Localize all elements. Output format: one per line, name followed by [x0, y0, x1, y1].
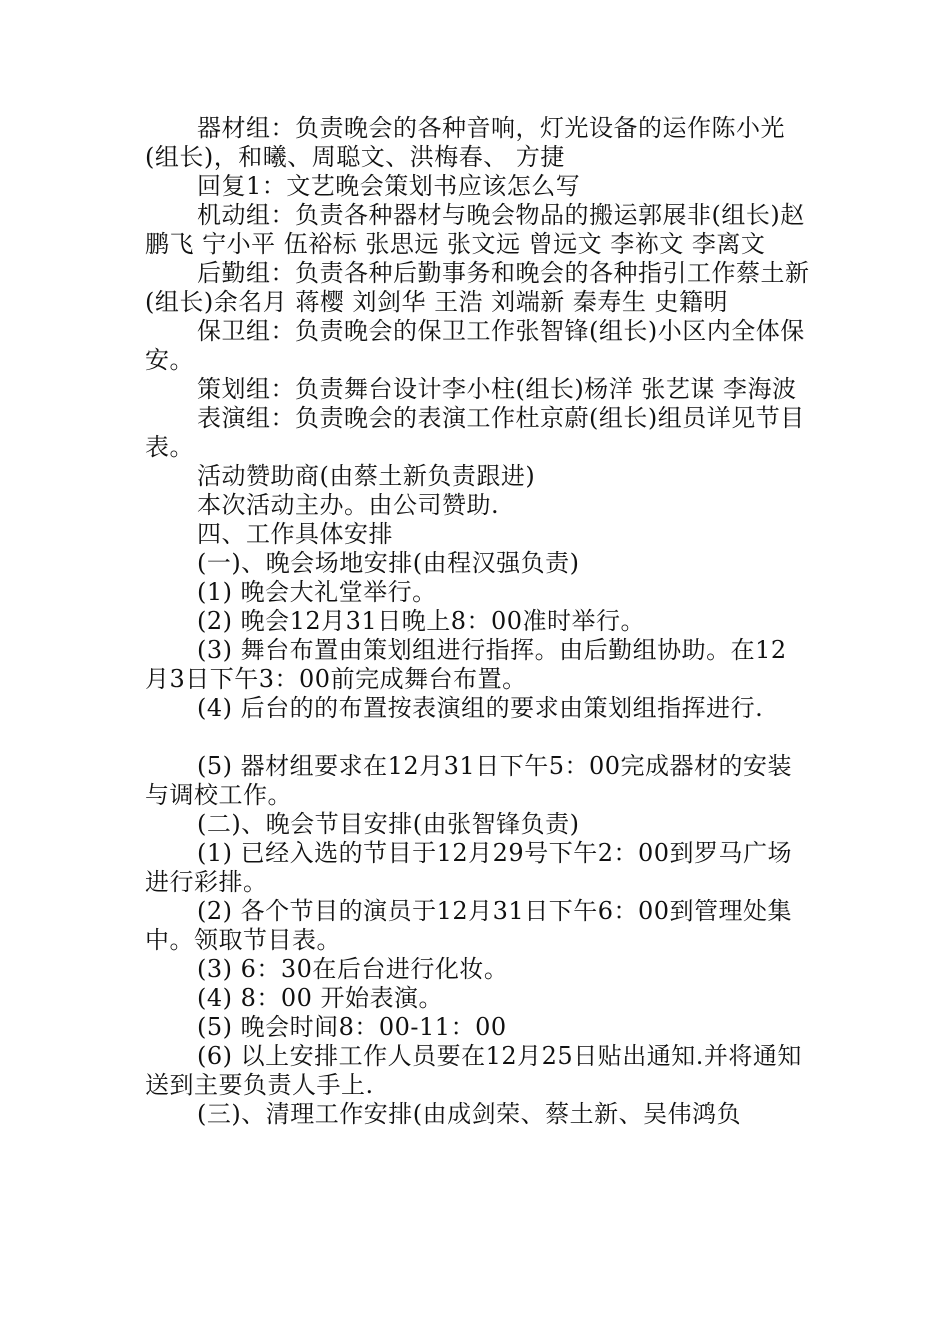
paragraph-performance-group: 表演组：负责晚会的表演工作杜京蔚(组长)组员详见节目表。 [145, 404, 805, 461]
subsection-heading-venue: (一)、晚会场地安排(由程汉强负责) [197, 549, 580, 577]
paragraph-security-group: 保卫组：负责晚会的保卫工作张智锋(组长)小区内全体保安。 [145, 317, 805, 374]
paragraph-reply-1: 回复1：文艺晚会策划书应该怎么写 [197, 172, 581, 200]
paragraph-mobile-group: 机动组：负责各种器材与晚会物品的搬运郭展非(组长)赵鹏飞 宁小平 伍裕标 张思远 张文远 曾远文 李袮文 李离文 [145, 201, 805, 258]
list-item-venue-2: (2) 晚会12月31日晚上8：00准时举行。 [197, 607, 646, 635]
subsection-heading-program: (二)、晚会节目安排(由张智锋负责) [197, 810, 580, 838]
paragraph-logistics-group: 后勤组：负责各种后勤事务和晚会的各种指引工作蔡土新(组长)余名月 蒋樱 刘剑华 王浩 刘端新 秦寿生 史籍明 [145, 259, 810, 316]
paragraph-sponsor: 活动赞助商(由蔡土新负责跟进) [197, 462, 536, 490]
list-item-program-4: (4) 8：00 开始表演。 [197, 984, 444, 1012]
list-item-venue-5: (5) 器材组要求在12月31日下午5：00完成器材的安装与调校工作。 [145, 752, 793, 809]
list-item-venue-1: (1) 晚会大礼堂举行。 [197, 578, 437, 606]
list-item-program-3: (3) 6：30在后台进行化妆。 [197, 955, 509, 983]
list-item-venue-4: (4) 后台的的布置按表演组的要求由策划组指挥进行. [197, 694, 764, 722]
paragraph-planning-group: 策划组：负责舞台设计李小柱(组长)杨洋 张艺谋 李海波 [197, 375, 797, 403]
paragraph-spacer [145, 723, 810, 752]
list-item-venue-3: (3) 舞台布置由策划组进行指挥。由后勤组协助。在12月3日下午3：00前完成舞台布置。 [145, 636, 787, 693]
paragraph-host: 本次活动主办。由公司赞助. [197, 491, 500, 519]
section-heading-work-arrangement: 四、工作具体安排 [197, 520, 393, 548]
list-item-program-1: (1) 已经入选的节目于12月29号下午2：00到罗马广场进行彩排。 [145, 839, 793, 896]
list-item-program-6: (6) 以上安排工作人员要在12月25日贴出通知.并将通知送到主要负责人手上. [145, 1042, 802, 1099]
list-item-program-2: (2) 各个节目的演员于12月31日下午6：00到管理处集中。领取节目表。 [145, 897, 793, 954]
subsection-heading-cleanup: (三)、清理工作安排(由成剑荣、蔡土新、吴伟鸿负 [197, 1100, 742, 1128]
paragraph-equipment-group: 器材组：负责晚会的各种音响，灯光设备的运作陈小光(组长)，和曦、周聪文、洪梅春、 方捷 [145, 114, 785, 171]
list-item-program-5: (5) 晚会时间8：00-11：00 [197, 1013, 507, 1041]
document-page [145, 114, 810, 1129]
